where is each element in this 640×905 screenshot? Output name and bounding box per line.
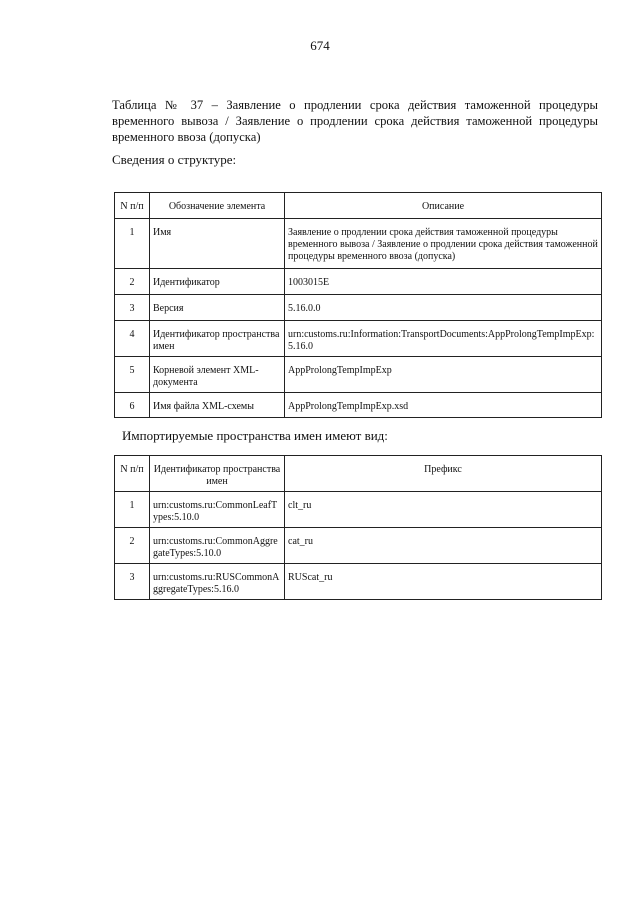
table-row bbox=[115, 269, 602, 295]
namespace-prefix: RUScat_ru bbox=[285, 564, 602, 600]
namespaces-table bbox=[114, 455, 602, 600]
table-row bbox=[115, 219, 602, 269]
table-title: Таблица № 37 – Заявление о продлении срока действия таможенной процедуры временного вывоза / Заявление о продлении срока действия таможенной процедуры временного ввоза (допуска) bbox=[112, 98, 598, 144]
namespace-identifier: urn:customs.ru:RUSCommonAggregateTypes:5.16.0 bbox=[150, 564, 285, 600]
row-number: 2 bbox=[115, 269, 150, 295]
table-header-row bbox=[115, 193, 602, 219]
column-header-description: Описание bbox=[285, 193, 602, 219]
table-row bbox=[115, 295, 602, 321]
structure-table bbox=[114, 192, 602, 418]
row-number: 3 bbox=[115, 564, 150, 600]
column-header-prefix: Префикс bbox=[285, 456, 602, 492]
table-row bbox=[115, 492, 602, 528]
row-number: 5 bbox=[115, 357, 150, 393]
column-header-number: N п/п bbox=[115, 456, 150, 492]
element-description: urn:customs.ru:Information:TransportDocuments:AppProlongTempImpExp:5.16.0 bbox=[285, 321, 602, 357]
element-description: 1003015E bbox=[285, 269, 602, 295]
column-header-number: N п/п bbox=[115, 193, 150, 219]
element-description: AppProlongTempImpExp bbox=[285, 357, 602, 393]
element-name: Имя bbox=[150, 219, 285, 269]
row-number: 2 bbox=[115, 528, 150, 564]
namespace-prefix: cat_ru bbox=[285, 528, 602, 564]
column-header-namespace: Идентификатор пространства имен bbox=[150, 456, 285, 492]
table-header-row bbox=[115, 456, 602, 492]
element-name: Корневой элемент XML-документа bbox=[150, 357, 285, 393]
row-number: 1 bbox=[115, 492, 150, 528]
namespaces-heading: Импортируемые пространства имен имеют вид: bbox=[122, 428, 388, 443]
row-number: 3 bbox=[115, 295, 150, 321]
structure-heading: Сведения о структуре: bbox=[112, 152, 237, 167]
table-row bbox=[115, 393, 602, 418]
element-name: Версия bbox=[150, 295, 285, 321]
namespace-prefix: clt_ru bbox=[285, 492, 602, 528]
namespace-identifier: urn:customs.ru:CommonLeafTypes:5.10.0 bbox=[150, 492, 285, 528]
page-number: 674 bbox=[310, 38, 330, 53]
element-name: Имя файла XML-схемы bbox=[150, 393, 285, 418]
column-header-element: Обозначение элемента bbox=[150, 193, 285, 219]
table-row bbox=[115, 357, 602, 393]
element-description: Заявление о продлении срока действия таможенной процедуры временного вывоза / Заявление о продлении срока действия таможенной процедуры временного ввоза (допуска) bbox=[285, 219, 602, 269]
row-number: 6 bbox=[115, 393, 150, 418]
row-number: 1 bbox=[115, 219, 150, 269]
table-row bbox=[115, 528, 602, 564]
element-name: Идентификатор bbox=[150, 269, 285, 295]
table-row bbox=[115, 321, 602, 357]
element-description: AppProlongTempImpExp.xsd bbox=[285, 393, 602, 418]
namespace-identifier: urn:customs.ru:CommonAggregateTypes:5.10.0 bbox=[150, 528, 285, 564]
element-name: Идентификатор пространства имен bbox=[150, 321, 285, 357]
element-description: 5.16.0.0 bbox=[285, 295, 602, 321]
table-row bbox=[115, 564, 602, 600]
row-number: 4 bbox=[115, 321, 150, 357]
